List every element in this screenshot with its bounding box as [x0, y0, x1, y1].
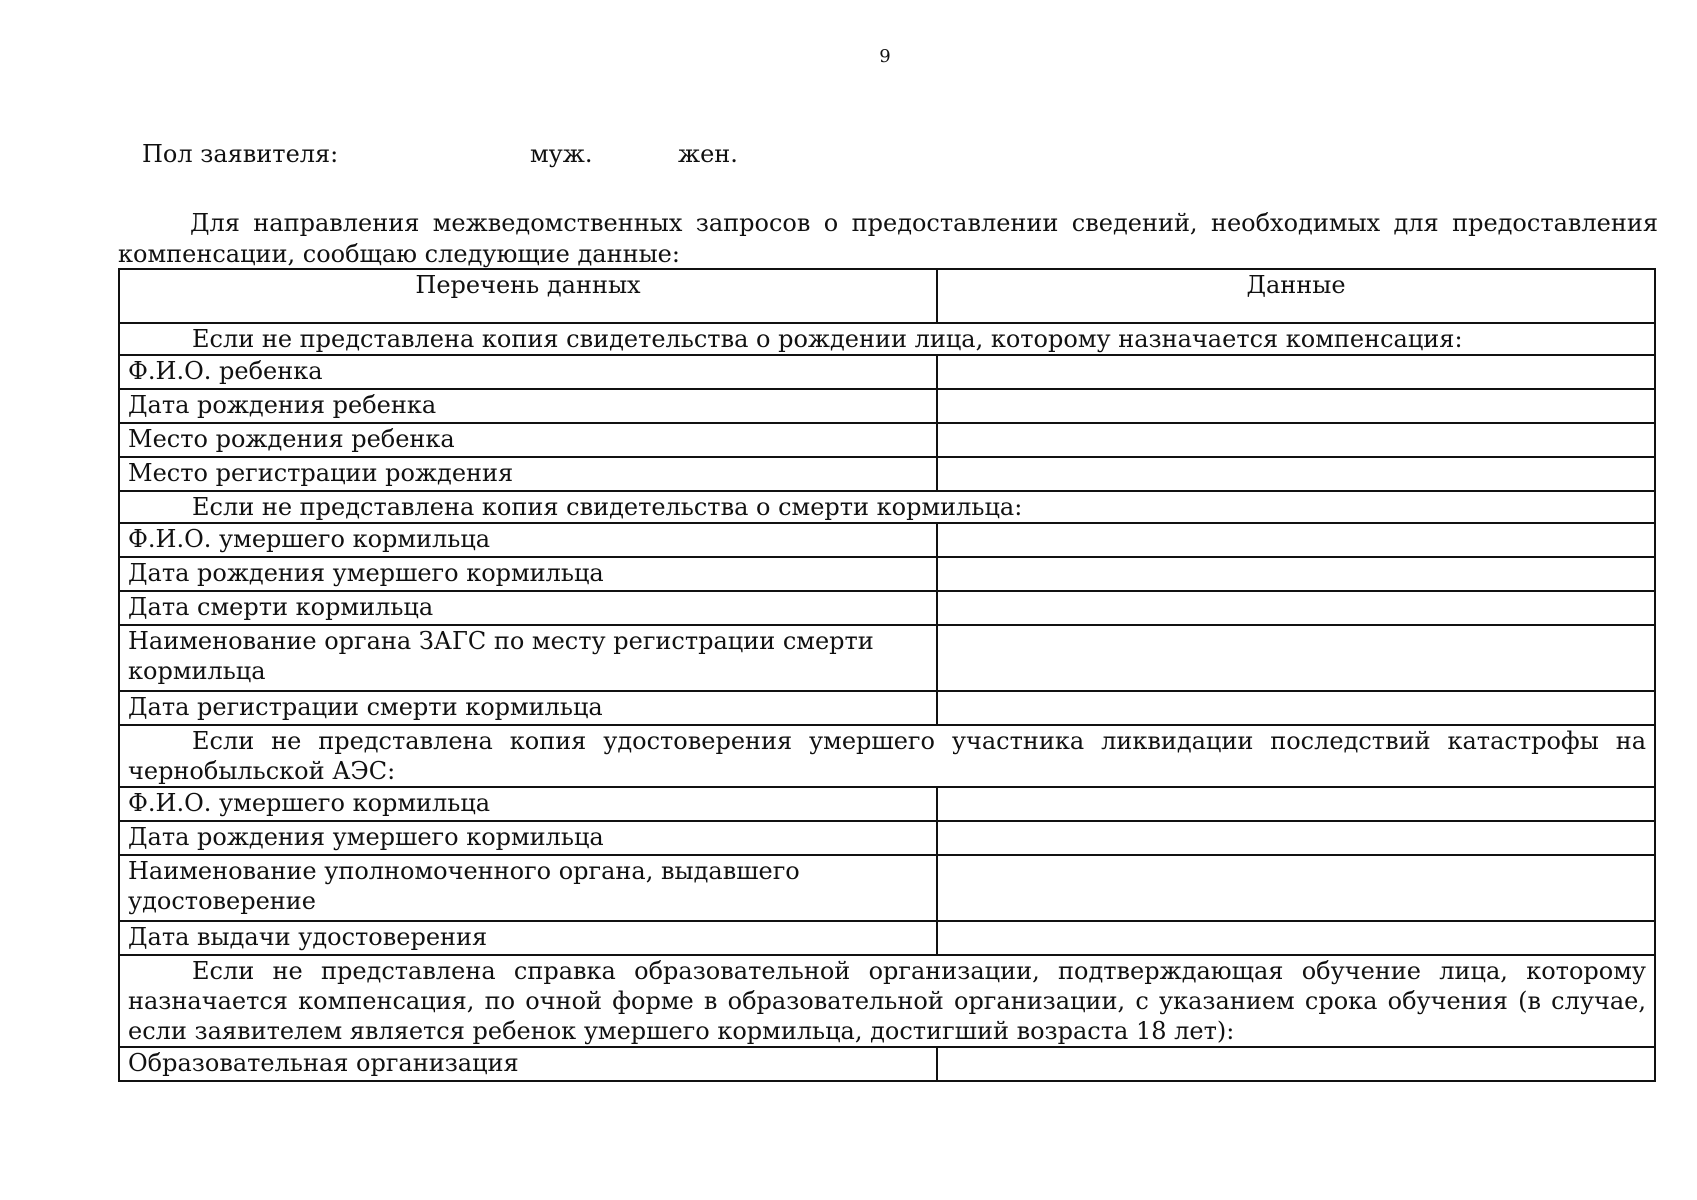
table-row [119, 557, 1655, 591]
section-title: Если не представлена копия удостоверения умершего участника ликвидации последствий катастрофы на чернобыльской АЭС: [119, 725, 1655, 787]
section-title: Если не представлена справка образовательной организации, подтверждающая обучение лица, которому назначается компенсация, по очной форме в образовательной организации, с указанием срока обучения (в случае, если заявителем является ребенок умершего кормильца, достигший возраста 18 лет): [119, 955, 1655, 1047]
row-label-issuing-authority: Наименование уполномоченного органа, выдавшего удостоверение [119, 855, 937, 921]
row-label-child-name: Ф.И.О. ребенка [119, 355, 937, 389]
table-row [119, 355, 1655, 389]
section-title: Если не представлена копия свидетельства о смерти кормильца: [119, 491, 1655, 523]
row-label-breadwinner-name: Ф.И.О. умершего кормильца [119, 787, 937, 821]
table-row [119, 921, 1655, 955]
table-header-row [119, 269, 1655, 323]
page-number: 9 [879, 46, 891, 67]
value-cell-registry-office[interactable] [937, 625, 1655, 691]
row-label-breadwinner-birth-date: Дата рождения умершего кормильца [119, 557, 937, 591]
section-title: Если не представлена копия свидетельства о рождении лица, которому назначается компенсация: [119, 323, 1655, 355]
value-cell-breadwinner-birth-date[interactable] [937, 557, 1655, 591]
row-label-breadwinner-name: Ф.И.О. умершего кормильца [119, 523, 937, 557]
row-label-breadwinner-birth-date: Дата рождения умершего кормильца [119, 821, 937, 855]
table-row [119, 423, 1655, 457]
row-label-certificate-issue-date: Дата выдачи удостоверения [119, 921, 937, 955]
gender-option-male[interactable]: муж. [530, 140, 593, 168]
value-cell-birth-registration-place[interactable] [937, 457, 1655, 491]
row-label-child-birth-date: Дата рождения ребенка [119, 389, 937, 423]
table-row [119, 591, 1655, 625]
value-cell-death-registration-date[interactable] [937, 691, 1655, 725]
intro-paragraph: Для направления межведомственных запросов о предоставлении сведений, необходимых для предоставления компенсации, сообщаю следующие данные: [118, 209, 1658, 268]
table-row [119, 457, 1655, 491]
table-row [119, 625, 1655, 691]
value-cell-child-birth-place[interactable] [937, 423, 1655, 457]
row-label-child-birth-place: Место рождения ребенка [119, 423, 937, 457]
value-cell-child-name[interactable] [937, 355, 1655, 389]
value-cell-death-date[interactable] [937, 591, 1655, 625]
table-row [119, 389, 1655, 423]
table-row [119, 855, 1655, 921]
table-row [119, 523, 1655, 557]
table-row [119, 1047, 1655, 1081]
value-cell-educational-organization[interactable] [937, 1047, 1655, 1081]
gender-option-female[interactable]: жен. [678, 140, 738, 168]
section-birth-certificate [119, 323, 1655, 355]
row-label-death-date: Дата смерти кормильца [119, 591, 937, 625]
table-row [119, 787, 1655, 821]
section-chernobyl-certificate [119, 725, 1655, 787]
table-row [119, 821, 1655, 855]
row-label-educational-organization: Образовательная организация [119, 1047, 937, 1081]
column-header-data: Данные [937, 269, 1655, 323]
value-cell-certificate-issue-date[interactable] [937, 921, 1655, 955]
section-education-certificate [119, 955, 1655, 1047]
section-death-certificate [119, 491, 1655, 523]
gender-label: Пол заявителя: [142, 140, 339, 168]
row-label-registry-office: Наименование органа ЗАГС по месту регистрации смерти кормильца [119, 625, 937, 691]
value-cell-breadwinner-name[interactable] [937, 523, 1655, 557]
value-cell-breadwinner-name[interactable] [937, 787, 1655, 821]
value-cell-issuing-authority[interactable] [937, 855, 1655, 921]
table-row [119, 691, 1655, 725]
column-header-list: Перечень данных [119, 269, 937, 323]
value-cell-breadwinner-birth-date[interactable] [937, 821, 1655, 855]
data-table [118, 268, 1656, 1082]
value-cell-child-birth-date[interactable] [937, 389, 1655, 423]
row-label-birth-registration-place: Место регистрации рождения [119, 457, 937, 491]
row-label-death-registration-date: Дата регистрации смерти кормильца [119, 691, 937, 725]
